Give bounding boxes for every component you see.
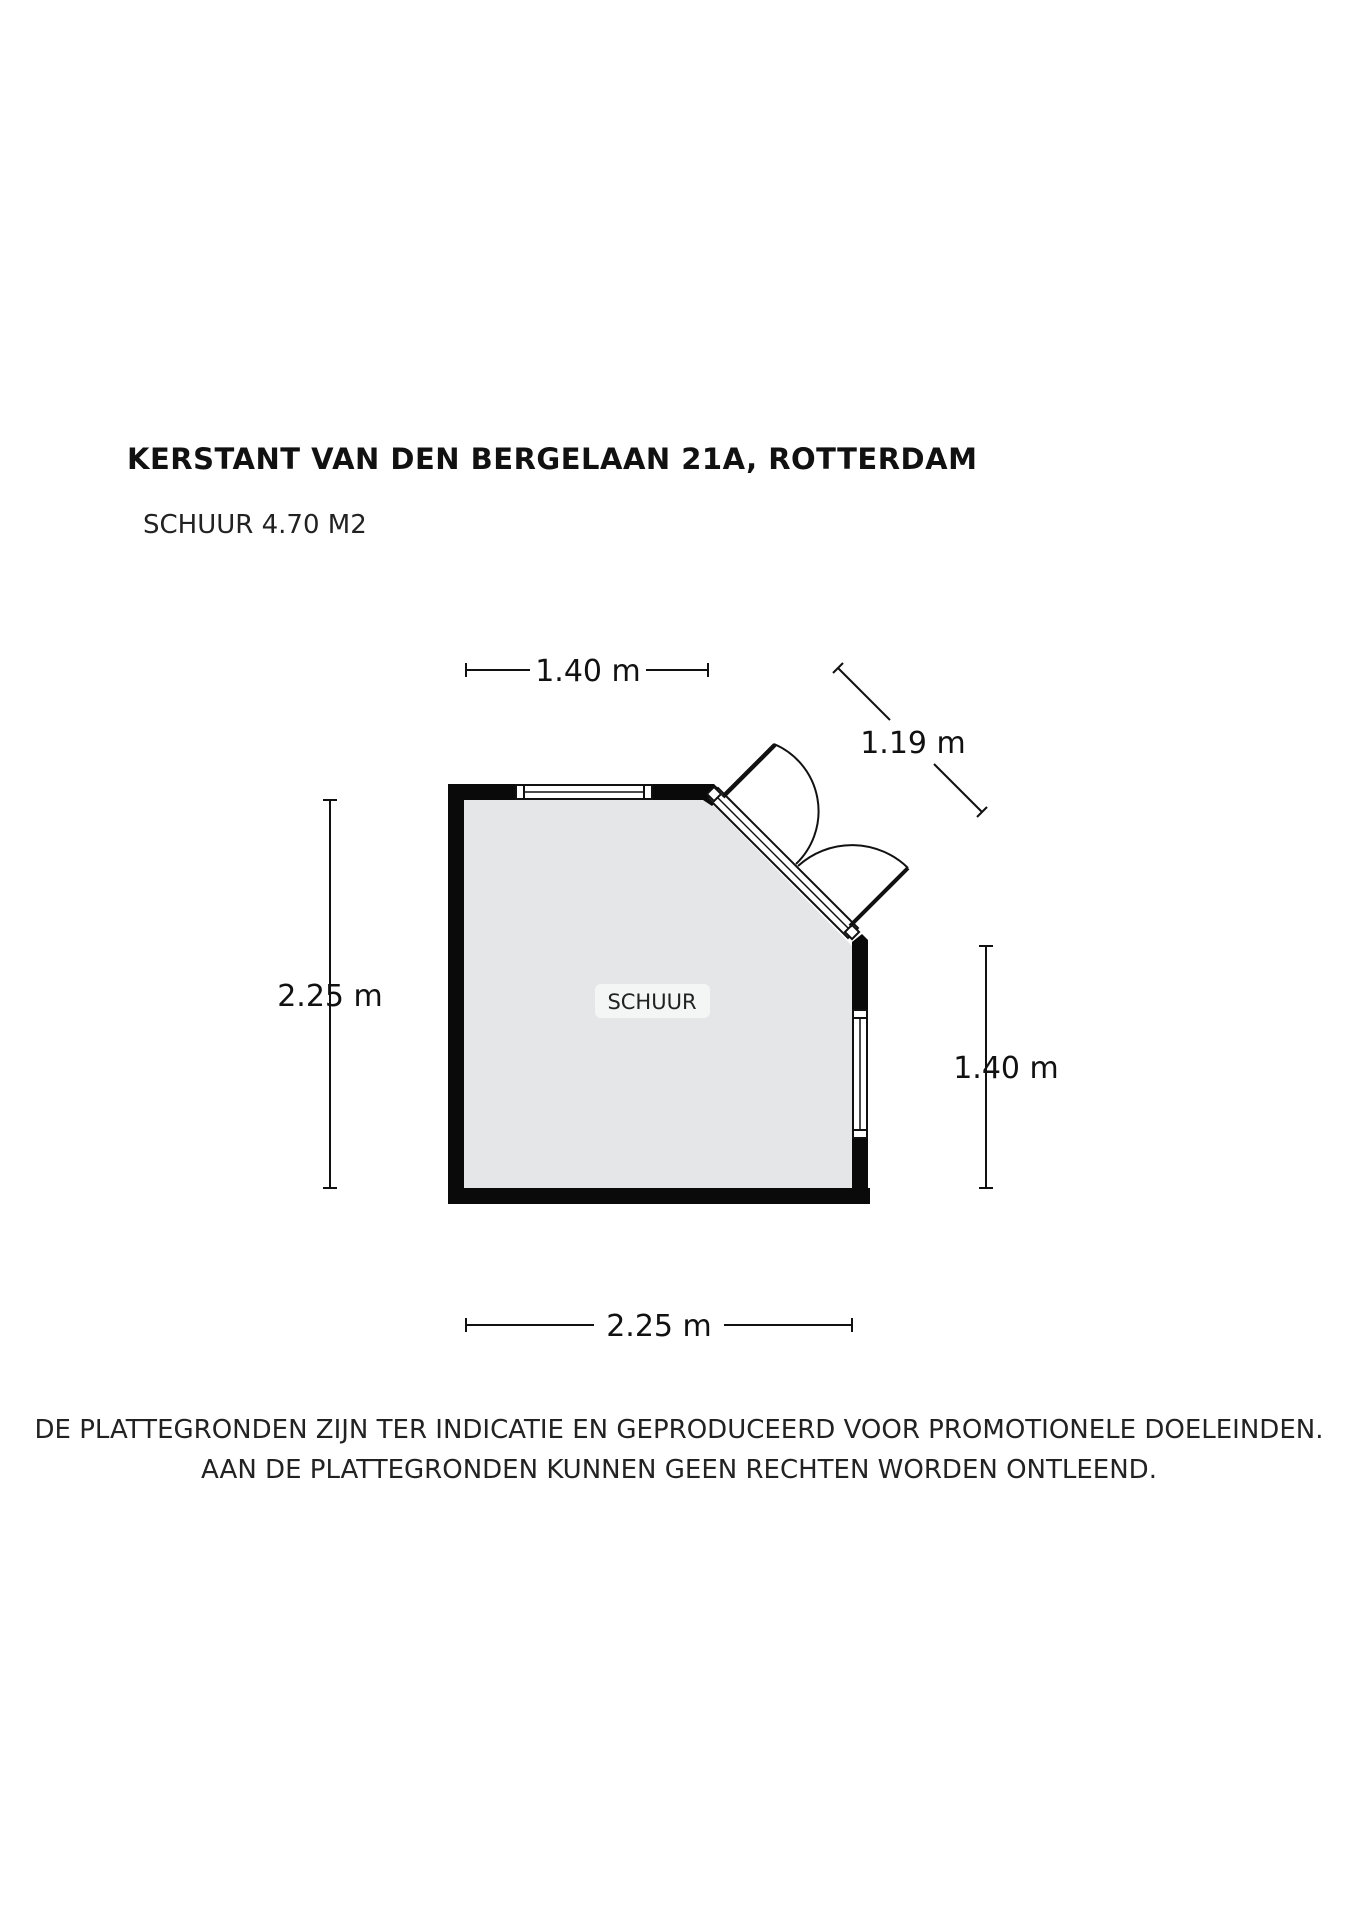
wall-bottom bbox=[448, 1188, 870, 1204]
room-label: SCHUUR bbox=[607, 990, 697, 1014]
wall-top-left bbox=[448, 784, 516, 800]
dimension-right-label: 1.40 m bbox=[953, 1051, 1059, 1086]
wall-right-upper bbox=[852, 950, 868, 1010]
disclaimer-line-2: AAN DE PLATTEGRONDEN KUNNEN GEEN RECHTEN WORDEN ONTLEEND. bbox=[201, 1455, 1157, 1485]
dimension-left-label: 2.25 m bbox=[277, 979, 383, 1014]
dimension-bottom-label: 2.25 m bbox=[606, 1309, 712, 1344]
wall-right-lower bbox=[852, 1138, 868, 1204]
page-title: KERSTANT VAN DEN BERGELAAN 21A, ROTTERDAM bbox=[127, 442, 978, 476]
page-subtitle: SCHUUR 4.70 M2 bbox=[143, 510, 367, 540]
dimension-diagonal-label: 1.19 m bbox=[860, 726, 966, 761]
wall-left bbox=[448, 784, 464, 1202]
dimension-top-label: 1.40 m bbox=[535, 654, 641, 689]
disclaimer-line-1: DE PLATTEGRONDEN ZIJN TER INDICATIE EN GEPRODUCEERD VOOR PROMOTIONELE DOELEINDEN. bbox=[34, 1415, 1324, 1445]
window-top bbox=[516, 785, 652, 799]
disclaimer bbox=[0, 1410, 1358, 1490]
window-right bbox=[853, 1010, 867, 1138]
